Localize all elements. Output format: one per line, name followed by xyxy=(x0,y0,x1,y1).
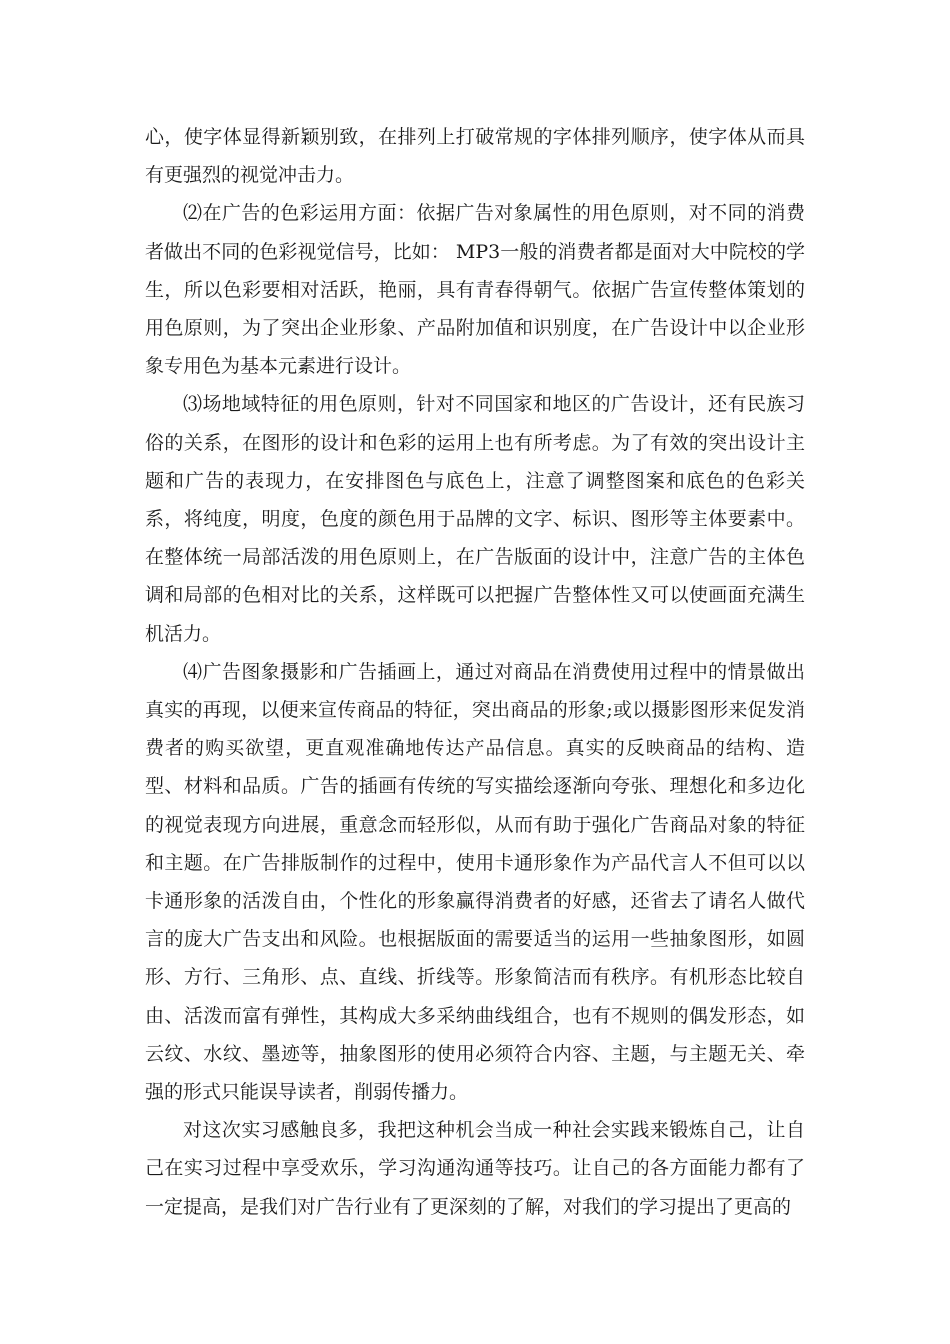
paragraph-internship-reflection: 对这次实习感触良多，我把这种机会当成一种社会实践来锻炼自己，让自己在实习过程中享受欢乐，学习沟通沟通等技巧。让自己的各方面能力都有了一定提高，是我们对广告行业有了更深刻的了解，对我们的学习提出了更高的 xyxy=(145,1119,805,1218)
paragraph-continuation: 心，使字体显得新颖别致，在排列上打破常规的字体排列顺序，使字体从而具有更强烈的视觉冲击力。 xyxy=(145,126,805,187)
body-text xyxy=(145,118,805,1226)
paragraph-photo-illustration: ⑷广告图象摄影和广告插画上，通过对商品在消费使用过程中的情景做出真实的再现，以便来宣传商品的特征，突出商品的形象;或以摄影图形来促发消费者的购买欲望，更直观准确地传达产品信息。真实的反映商品的结构、造型、材料和品质。广告的插画有传统的写实描绘逐渐向夸张、理想化和多边化的视觉表现方向进展，重意念而轻形似，从而有助于强化广告商品对象的特征和主题。在广告排版制作的过程中，使用卡通形象作为产品代言人不但可以以卡通形象的活泼自由，个性化的形象赢得消费者的好感，还省去了请名人做代言的庞大广告支出和风险。也根据版面的需要适当的运用一些抽象图形，如圆形、方行、三角形、点、直线、折线等。形象简洁而有秩序。有机形态比较自由、活泼而富有弹性，其构成大多采纳曲线组合，也有不规则的偶发形态，如云纹、水纹、墨迹等，抽象图形的使用必须符合内容、主题，与主题无关、牵强的形式只能误导读者，削弱传播力。 xyxy=(145,660,805,1104)
paragraph-color-usage: ⑵在广告的色彩运用方面：依据广告对象属性的用色原则，对不同的消费者做出不同的色彩视觉信号，比如： MP3一般的消费者都是面对大中院校的学生，所以色彩要相对活跃，艳丽，具有青春得朝气。依据广告宣传整体策划的用色原则，为了突出企业形象、产品附加值和识别度，在广告设计中以企业形象专用色为基本元素进行设计。 xyxy=(145,202,805,378)
paragraph-regional-color: ⑶场地域特征的用色原则，针对不同国家和地区的广告设计，还有民族习俗的关系，在图形的设计和色彩的运用上也有所考虑。为了有效的突出设计主题和广告的表现力，在安排图色与底色上，注意了调整图案和底色的色彩关系，将纯度，明度，色度的颜色用于品牌的文字、标识、图形等主体要素中。在整体统一局部活泼的用色原则上，在广告版面的设计中，注意广告的主体色调和局部的色相对比的关系，这样既可以把握广告整体性又可以使画面充满生机活力。 xyxy=(145,393,805,645)
